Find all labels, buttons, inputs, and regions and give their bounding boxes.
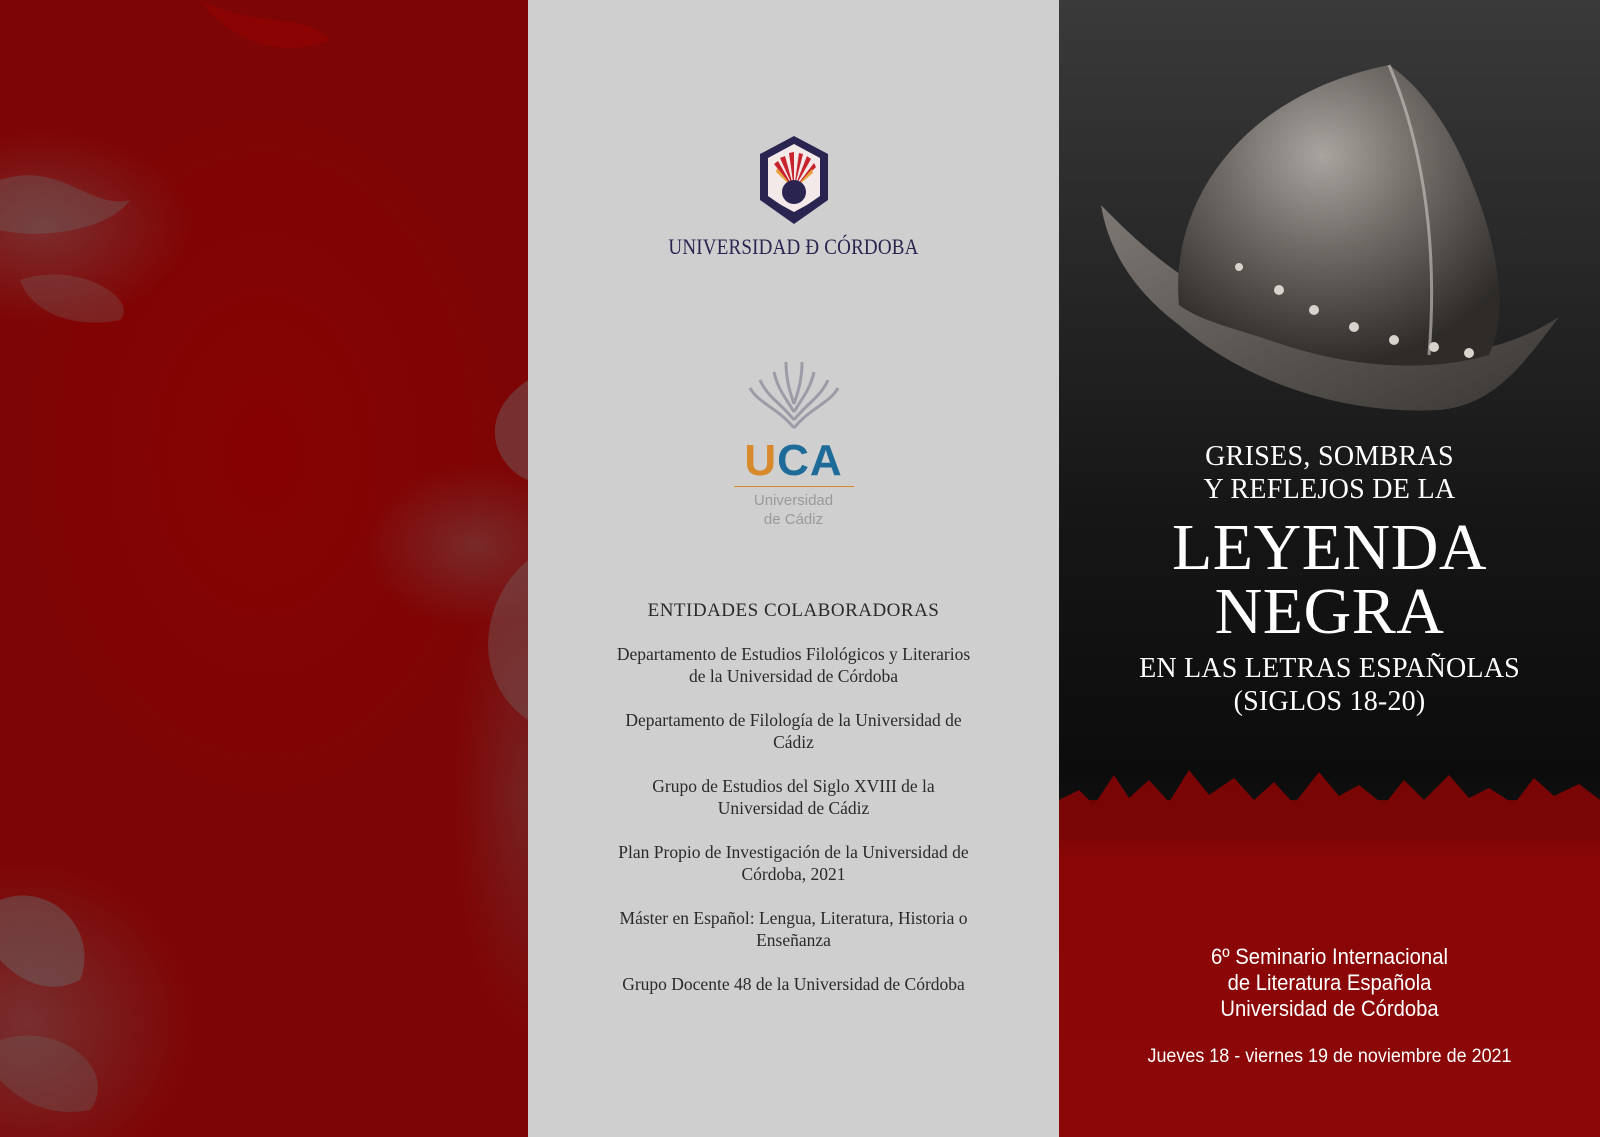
universidad-cadiz-logo bbox=[528, 358, 1059, 529]
collaborator-line: Máster en Español: Lengua, Literatura, Historia o bbox=[619, 908, 968, 928]
collaborator-line: Córdoba, 2021 bbox=[741, 864, 846, 884]
paint-texture bbox=[0, 0, 528, 1137]
collaborator-line: Cádiz bbox=[773, 732, 814, 752]
title-line-2: Y REFLEJOS DE LA bbox=[1203, 474, 1456, 505]
collaborator-item bbox=[568, 907, 1019, 951]
cadiz-acronym bbox=[528, 436, 1059, 485]
collaborator-line: Universidad de Cádiz bbox=[717, 798, 870, 818]
collaborator-line: Grupo Docente 48 de la Universidad de Córdoba bbox=[622, 974, 965, 994]
cadiz-divider bbox=[734, 486, 854, 487]
collaborator-line: de la Universidad de Córdoba bbox=[689, 666, 898, 686]
universidad-cordoba-logo bbox=[528, 134, 1059, 259]
collaborator-line: Departamento de Filología de la Universidad de bbox=[625, 710, 962, 730]
seminar-line-2: de Literatura Española bbox=[1227, 970, 1432, 995]
cadiz-sub-1: Universidad bbox=[753, 492, 834, 509]
collaborator-item bbox=[568, 973, 1019, 995]
title-big-2: NEGRA bbox=[1214, 575, 1445, 648]
cadiz-acronym-ca: CA bbox=[777, 436, 843, 485]
collaborator-line: Plan Propio de Investigación de la Universidad de bbox=[618, 842, 969, 862]
title-line-3: EN LAS LETRAS ESPAÑOLAS bbox=[1139, 653, 1520, 684]
cover-title bbox=[1059, 440, 1600, 718]
back-cover-panel bbox=[0, 0, 528, 1137]
title-line-4: (SIGLOS 18-20) bbox=[1233, 686, 1426, 717]
collaborators-section bbox=[568, 600, 1019, 1017]
cadiz-emblem-icon bbox=[748, 358, 840, 430]
front-cover-panel bbox=[1059, 0, 1600, 1137]
collaborator-line: Departamento de Estudios Filológicos y Literarios bbox=[616, 644, 971, 664]
collaborator-item bbox=[568, 841, 1019, 885]
collaborator-line: Enseñanza bbox=[756, 930, 831, 950]
seminar-line-3: Universidad de Córdoba bbox=[1220, 996, 1439, 1021]
cadiz-sub-2: de Cádiz bbox=[763, 511, 824, 528]
inner-panel bbox=[528, 0, 1059, 1137]
collaborators-title: ENTIDADES COLABORADORAS bbox=[647, 600, 940, 621]
seminar-line-1: 6º Seminario Internacional bbox=[1211, 944, 1448, 969]
seminar-info bbox=[1081, 944, 1579, 1022]
collaborator-line: Grupo de Estudios del Siglo XVIII de la bbox=[652, 776, 935, 796]
cordoba-crest-icon bbox=[758, 134, 830, 228]
cadiz-acronym-u: U bbox=[744, 436, 778, 485]
helmet-illustration bbox=[1089, 55, 1569, 425]
collaborator-item bbox=[568, 643, 1019, 687]
red-paint-edge bbox=[1059, 760, 1600, 840]
event-dates: Jueves 18 - viernes 19 de noviembre de 2021 bbox=[1147, 1045, 1512, 1067]
collaborator-item bbox=[568, 709, 1019, 753]
title-line-1: GRISES, SOMBRAS bbox=[1205, 441, 1454, 472]
title-big-1: LEYENDA bbox=[1171, 511, 1488, 584]
cordoba-name: UNIVERSIDAD Ð CÓRDOBA bbox=[668, 235, 919, 260]
collaborator-item bbox=[568, 775, 1019, 819]
